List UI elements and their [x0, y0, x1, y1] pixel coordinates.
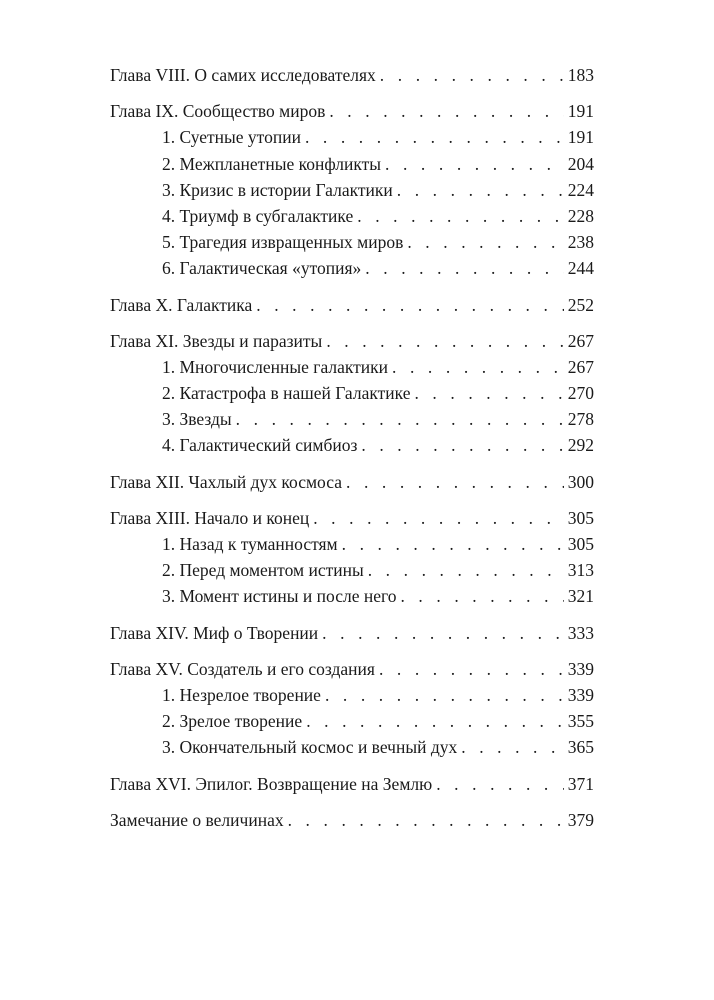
toc-entry-title: Глава XVI. Эпилог. Возвращение на Землю [110, 773, 433, 794]
toc-entry-page: 339 [567, 684, 594, 705]
toc-entry-title: 4. Триумф в субгалактике [162, 205, 354, 226]
dot-leader [342, 531, 564, 557]
toc-entry-title: 5. Трагедия извращенных миров [162, 232, 404, 253]
toc-entry-page: 278 [567, 409, 594, 430]
toc-entry-title: 2. Межпланетные конфликты [162, 153, 382, 174]
toc-entry-title: Глава VIII. О самих исследователях [110, 65, 376, 85]
toc-entry-title: 2. Перед моментом истины [162, 560, 364, 581]
toc-section-entry[interactable] [110, 406, 594, 432]
toc-entry-title: Глава XIV. Миф о Творении [110, 622, 319, 643]
toc-entry-title: Глава IX. Сообщество миров [110, 101, 326, 122]
toc-chapter-entry[interactable] [110, 620, 594, 646]
toc-section-entry[interactable] [110, 432, 594, 458]
toc-section-entry[interactable] [110, 203, 594, 229]
toc-entry-page: 305 [567, 507, 594, 528]
toc-entry-page: 270 [567, 383, 594, 404]
toc-entry-title: Глава X. Галактика [110, 294, 253, 315]
dot-leader [288, 807, 564, 833]
toc-section-entry[interactable] [110, 380, 594, 406]
toc-section-entry[interactable] [110, 255, 594, 281]
dot-leader [379, 656, 564, 682]
table-of-contents [110, 62, 594, 843]
toc-entry-page: 244 [567, 258, 594, 279]
dot-leader [346, 469, 564, 495]
toc-entry-page: 355 [567, 711, 594, 732]
toc-chapter-entry[interactable] [110, 807, 594, 833]
toc-section-entry[interactable] [110, 708, 594, 734]
toc-entry-page: 228 [567, 205, 594, 226]
dot-leader [400, 583, 563, 609]
toc-chapter-group [110, 469, 594, 495]
toc-entry-page: 305 [567, 534, 594, 554]
toc-entry-title: Глава XV. Создатель и его создания [110, 658, 375, 679]
toc-chapter-entry[interactable] [110, 771, 594, 797]
toc-section-entry[interactable] [110, 682, 594, 708]
toc-entry-title: 1. Суетные утопии [162, 127, 301, 148]
toc-entry-title: 3. Момент истины и после него [162, 586, 397, 607]
toc-chapter-entry[interactable] [110, 656, 594, 682]
toc-entry-page: 252 [567, 294, 594, 315]
toc-entry-title: 3. Звезды [162, 409, 232, 430]
dot-leader [436, 771, 564, 797]
toc-entry-page: 339 [567, 658, 594, 679]
dot-leader [397, 177, 564, 203]
dot-leader [322, 620, 564, 646]
toc-entry-page: 313 [567, 560, 594, 581]
toc-entry-page: 267 [567, 356, 594, 377]
toc-entry-title: 1. Многочисленные галактики [162, 356, 389, 377]
toc-chapter-entry[interactable] [110, 292, 594, 318]
toc-chapter-group [110, 62, 594, 88]
toc-chapter-entry[interactable] [110, 98, 594, 124]
toc-entry-page: 191 [567, 127, 594, 148]
toc-entry-page: 204 [567, 153, 594, 174]
dot-leader [325, 682, 564, 708]
dot-leader [256, 292, 563, 318]
toc-chapter-group [110, 98, 594, 281]
toc-chapter-group [110, 292, 594, 318]
toc-chapter-entry[interactable] [110, 469, 594, 495]
toc-section-entry[interactable] [110, 229, 594, 255]
toc-entry-title: 2. Зрелое творение [162, 711, 303, 732]
toc-entry-title: 1. Назад к туманностям [162, 534, 338, 554]
toc-section-entry[interactable] [110, 531, 594, 557]
toc-entry-title: 6. Галактическая «утопия» [162, 258, 362, 279]
toc-section-entry[interactable] [110, 151, 594, 177]
toc-chapter-group [110, 771, 594, 797]
dot-leader [414, 380, 563, 406]
dot-leader [305, 124, 564, 150]
toc-entry-title: Глава XI. Звезды и паразиты [110, 330, 323, 351]
dot-leader [361, 432, 563, 458]
toc-entry-page: 191 [567, 101, 594, 122]
toc-section-entry[interactable] [110, 557, 594, 583]
toc-entry-page: 238 [567, 232, 594, 253]
toc-chapter-group [110, 807, 594, 833]
toc-entry-title: Глава XII. Чахлый дух космоса [110, 471, 342, 492]
toc-chapter-group [110, 328, 594, 459]
toc-entry-page: 224 [567, 179, 594, 200]
dot-leader [313, 505, 564, 531]
toc-entry-page: 267 [567, 330, 594, 351]
toc-chapter-entry[interactable] [110, 62, 594, 88]
toc-entry-page: 300 [567, 471, 594, 492]
toc-entry-title: 1. Незрелое творение [162, 684, 321, 705]
dot-leader [380, 62, 564, 88]
dot-leader [392, 354, 564, 380]
toc-entry-title: 2. Катастрофа в нашей Галактике [162, 383, 411, 404]
toc-section-entry[interactable] [110, 354, 594, 380]
dot-leader [357, 203, 563, 229]
dot-leader [461, 734, 564, 760]
dot-leader [385, 151, 564, 177]
toc-chapter-entry[interactable] [110, 505, 594, 531]
toc-entry-page: 321 [567, 586, 594, 607]
toc-section-entry[interactable] [110, 124, 594, 150]
toc-entry-page: 379 [567, 809, 594, 830]
toc-chapter-entry[interactable] [110, 328, 594, 354]
toc-entry-title: 3. Кризис в истории Галактики [162, 179, 393, 200]
toc-section-entry[interactable] [110, 177, 594, 203]
dot-leader [329, 98, 563, 124]
dot-leader [326, 328, 563, 354]
toc-section-entry[interactable] [110, 734, 594, 760]
toc-entry-page: 371 [567, 773, 594, 794]
dot-leader [368, 557, 564, 583]
toc-entry-title: 4. Галактический симбиоз [162, 435, 358, 456]
toc-section-entry[interactable] [110, 583, 594, 609]
dot-leader [306, 708, 564, 734]
toc-entry-page: 365 [567, 737, 594, 758]
dot-leader [365, 255, 563, 281]
toc-entry-page: 292 [567, 435, 594, 456]
toc-entry-page: 333 [567, 622, 594, 643]
dot-leader [407, 229, 563, 255]
toc-entry-title: Глава XIII. Начало и конец [110, 507, 310, 528]
toc-entry-title: Замечание о величинах [110, 809, 284, 830]
toc-entry-page: 183 [567, 65, 594, 85]
dot-leader [236, 406, 564, 432]
toc-chapter-group [110, 656, 594, 761]
toc-chapter-group [110, 620, 594, 646]
toc-entry-title: 3. Окончательный космос и вечный дух [162, 737, 458, 758]
toc-chapter-group [110, 505, 594, 610]
